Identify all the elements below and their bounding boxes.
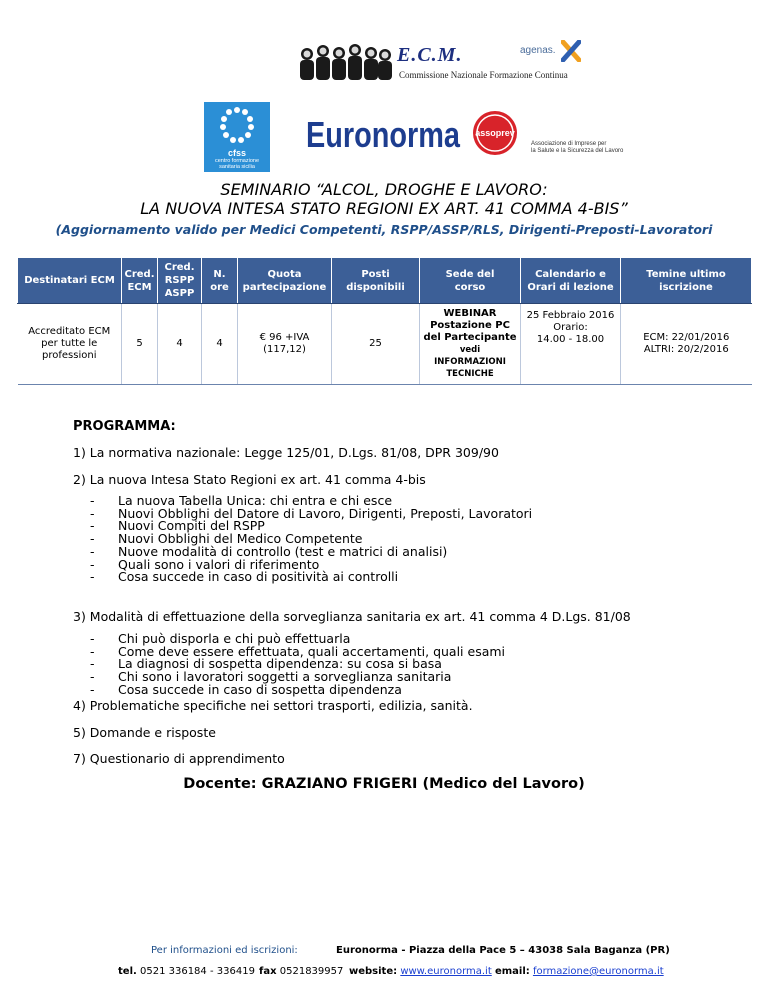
list-item: - Nuovi Obblighi del Datore di Lavoro, Dirigenti, Preposti, Lavoratori	[90, 508, 532, 521]
fax-number: 0521839957	[279, 966, 344, 977]
programma-item-2-list	[90, 495, 532, 584]
footer-address: Euronorma - Piazza della Pace 5 – 43038 Sala Baganza (PR)	[336, 945, 670, 956]
programma-item-5: 5) Domande e risposte	[73, 725, 216, 740]
list-item: - Nuovi Compiti del RSPP	[90, 520, 532, 533]
table-header-row	[18, 258, 752, 304]
ecm-group-photo	[297, 40, 393, 82]
sede-info-link[interactable]: vedi INFORMAZIONI TECNICHE	[434, 345, 506, 379]
col-header-sede: Sede del corso	[420, 258, 521, 304]
cell-quota: € 96 +IVA (117,12)	[238, 304, 332, 385]
assoprev-description	[531, 141, 623, 155]
assoprev-logo	[472, 110, 518, 156]
list-item: - La nuova Tabella Unica: chi entra e chi esce	[90, 495, 532, 508]
cfss-ring-icon	[204, 102, 270, 150]
assoprev-wordmark: assoprev	[475, 128, 515, 138]
course-info-table	[17, 257, 752, 385]
website-label: website:	[349, 966, 398, 977]
col-header-cred-rspp: Cred. RSPP ASPP	[158, 258, 202, 304]
list-item: - Nuovi Obblighi del Medico Competente	[90, 533, 532, 546]
list-item: - Chi sono i lavoratori soggetti a sorveglianza sanitaria	[90, 671, 505, 684]
ecm-subtitle: Commissione Nazionale Formazione Continua	[399, 70, 568, 80]
seminar-title-line-1: SEMINARIO “ALCOL, DROGHE E LAVORO:	[220, 180, 548, 199]
seminar-title-line-2: LA NUOVA INTESA STATO REGIONI EX ART. 41 COMMA 4-BIS”	[140, 199, 628, 218]
cell-calendario: 25 Febbraio 2016 Orario: 14.00 - 18.00	[521, 304, 621, 385]
table-row	[18, 304, 752, 385]
fax-label: fax	[259, 966, 277, 977]
seminar-subtitle: (Aggiornamento valido per Medici Competenti, RSPP/ASSP/RLS, Dirigenti-Preposti-Lavoratori	[55, 222, 713, 237]
sede-main-text: WEBINAR Postazione PC del Partecipante	[423, 308, 517, 343]
cfss-label: cfss	[227, 148, 246, 158]
tel-number: 0521 336184 - 336419	[139, 966, 255, 977]
list-item: - Nuove modalità di controllo (test e matrici di analisi)	[90, 546, 532, 559]
email-label: email:	[494, 966, 530, 977]
cell-sede	[420, 304, 521, 385]
col-header-quota: Quota partecipazione	[238, 258, 332, 304]
cell-cred-ecm: 5	[122, 304, 158, 385]
col-header-calendario: Calendario e Orari di lezione	[521, 258, 621, 304]
footer-info-label: Per informazioni ed iscrizioni:	[151, 945, 298, 956]
agenas-logo-text: agenas.	[520, 45, 556, 56]
programma-item-7: 7) Questionario di apprendimento	[73, 751, 285, 766]
programma-item-2: 2) La nuova Intesa Stato Regioni ex art. 41 comma 4-bis	[73, 472, 426, 487]
programma-item-1: 1) La normativa nazionale: Legge 125/01, D.Lgs. 81/08, DPR 309/90	[73, 445, 499, 460]
programma-item-3: 3) Modalità di effettuazione della sorveglianza sanitaria ex art. 41 comma 4 D.Lgs. 81/08	[73, 609, 631, 624]
col-header-posti: Posti disponibili	[332, 258, 420, 304]
ecm-title: E.C.M.	[397, 44, 463, 66]
cell-posti: 25	[332, 304, 420, 385]
footer-fax	[259, 966, 343, 977]
list-item: - Come deve essere effettuata, quali accertamenti, quali esami	[90, 646, 505, 659]
agenas-x-icon	[561, 40, 581, 62]
col-header-cred-ecm: Cred. ECM	[122, 258, 158, 304]
col-header-destinatari: Destinatari ECM	[18, 258, 122, 304]
list-item: - Cosa succede in caso di sospetta dipendenza	[90, 684, 505, 697]
cfss-subtitle: centro formazione sanitaria sicilia	[214, 158, 260, 170]
assoprev-desc-line-1: Associazione di Imprese per	[531, 141, 607, 147]
tel-label: tel.	[118, 966, 137, 977]
list-item: - Chi può disporla e chi può effettuarla	[90, 633, 505, 646]
col-header-ore: N. ore	[202, 258, 238, 304]
euronorma-wordmark: Euronorma	[306, 115, 461, 153]
col-header-termine: Temine ultimo iscrizione	[621, 258, 752, 304]
cell-cred-rspp: 4	[158, 304, 202, 385]
programma-heading: PROGRAMMA:	[73, 419, 176, 434]
website-link[interactable]: www.euronorma.it	[400, 966, 492, 977]
assoprev-desc-line-2: la Salute e la Sicurezza del Lavoro	[531, 148, 624, 154]
docente-line: Docente: GRAZIANO FRIGERI (Medico del Lavoro)	[183, 776, 585, 792]
list-item: - Quali sono i valori di riferimento	[90, 559, 532, 572]
programma-item-3-list	[90, 633, 505, 697]
email-link[interactable]: formazione@euronorma.it	[532, 966, 664, 977]
cell-destinatari: Accreditato ECM per tutte le professioni	[18, 304, 122, 385]
euronorma-logo	[306, 115, 462, 153]
cell-ore: 4	[202, 304, 238, 385]
footer-tel	[118, 966, 255, 977]
cell-termine: ECM: 22/01/2016 ALTRI: 20/2/2016	[621, 304, 752, 385]
list-item: - La diagnosi di sospetta dipendenza: su cosa si basa	[90, 658, 505, 671]
footer-web-email	[349, 966, 664, 977]
programma-item-4: 4) Problematiche specifiche nei settori trasporti, edilizia, sanità.	[73, 698, 473, 713]
list-item: - Cosa succede in caso di positività ai controlli	[90, 571, 532, 584]
